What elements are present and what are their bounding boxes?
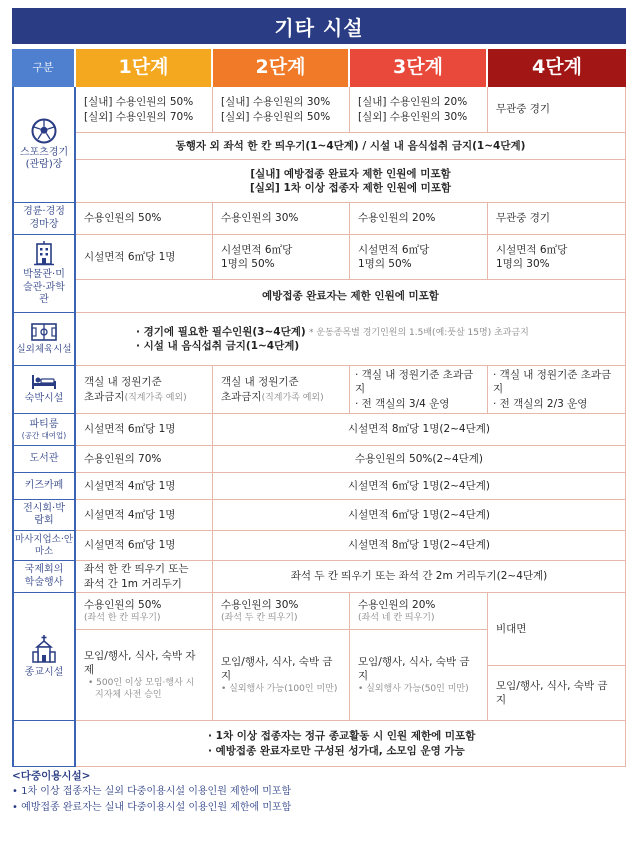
cell-line (84, 390, 187, 404)
cell-line: 1명의 50% (358, 258, 412, 270)
category-library (12, 446, 76, 473)
category-label: 스포츠경기(관람)장 (19, 146, 69, 170)
museum-stage-3 (350, 235, 488, 280)
category-conference (12, 561, 76, 593)
category-lodging (12, 366, 76, 414)
cell-note: • 500인 이상 모임·행사 시 (88, 678, 195, 689)
category-outdoor-sports (12, 313, 76, 366)
cell-line: 객실 내 정원기준 (84, 376, 162, 389)
category-label: 도서관 (29, 452, 59, 464)
header-category: 구분 (12, 49, 76, 87)
cell-text: 초과금지 (84, 390, 125, 403)
category-racing (12, 203, 76, 235)
cell-note: (좌석 두 칸 띄우기) (221, 613, 298, 624)
cell-line: 1명의 30% (496, 258, 550, 270)
lodging-stage-2 (213, 366, 350, 414)
cell-line: 시설면적 6㎡당 (358, 243, 430, 256)
cell-line: 1명의 50% (221, 258, 275, 270)
racing-stage-4: 무관중 경기 (488, 203, 626, 235)
cell-note: (좌석 한 칸 띄우기) (84, 613, 161, 624)
museum-building-icon (32, 240, 56, 266)
library-stage-2-4: 수용인원의 50%(2~4단계) (213, 446, 626, 473)
cell-line: 시설면적 6㎡당 (496, 243, 568, 256)
massage-stage-1: 시설면적 6㎡당 1명 (76, 531, 213, 561)
cell-line: · 객실 내 정원기준 초과금지 (355, 369, 474, 396)
header-stage-3: 3단계 (350, 49, 488, 87)
category-label: 키즈카페 (24, 479, 64, 491)
cell-line: 수용인원의 30% (221, 598, 299, 611)
cell-line: 수용인원의 50% (84, 598, 162, 611)
religion-events-stage-2 (213, 630, 350, 721)
cell-line: [실외] 수용인원의 50% (221, 110, 331, 123)
cell-line: 좌석 한 칸 띄우기 또는 (84, 563, 189, 576)
cell-line: · 전 객실의 3/4 운영 (355, 397, 450, 410)
cell-line (221, 390, 324, 404)
cell-note: 지자체 사전 승인 (95, 690, 162, 701)
sports-stage-4: 무관중 경기 (488, 87, 626, 133)
party-stage-2-4: 시설면적 8㎡당 1명(2~4단계) (213, 414, 626, 446)
exhibit-stage-2-4: 시설면적 6㎡당 1명(2~4단계) (213, 500, 626, 531)
category-exhibition (12, 500, 76, 531)
sports-rule: 동행자 외 좌석 한 칸 띄우기(1~4단계) / 시설 내 음식섭취 금지(1~4단계) (76, 133, 626, 160)
cell-line: 모임/행사, 식사, 숙박 금지 (221, 655, 333, 682)
party-stage-1: 시설면적 6㎡당 1명 (76, 414, 213, 446)
category-label: 숙박시설 (24, 392, 64, 404)
religion-rules (76, 721, 626, 767)
cell-note: (좌석 네 칸 띄우기) (358, 613, 435, 624)
cell-line: 모임/행사, 식사, 숙박 자제 (84, 649, 196, 676)
museum-stage-1: 시설면적 6㎡당 1명 (76, 235, 213, 280)
category-label: 마사지업소·안마소 (14, 533, 74, 557)
museum-stage-2 (213, 235, 350, 280)
lodging-stage-4 (488, 366, 626, 414)
category-massage (12, 531, 76, 561)
category-label: 전시회·박람회 (23, 502, 65, 526)
sports-field-icon (31, 323, 57, 341)
category-label: 파티룸 (29, 418, 59, 430)
category-label: 경륜·경정 경마장 (23, 206, 65, 230)
category-sports (12, 87, 76, 203)
racing-stage-2: 수용인원의 30% (213, 203, 350, 235)
cell-text: 초과금지 (221, 390, 262, 403)
outdoor-rule-1 (136, 325, 529, 339)
religion-rule-2: · 예방접종 완료자로만 구성된 성가대, 소모임 운영 가능 (208, 744, 465, 757)
cell-line: · 전 객실의 2/3 운영 (493, 397, 588, 410)
rule-note: * 운동종목별 경기인원의 1.5배(예:풋살 15명) 초과금지 (309, 327, 529, 338)
religion-capacity-stage-1 (76, 593, 213, 630)
religion-rule-1: · 1차 이상 접종자는 정규 종교활동 시 인원 제한에 미포함 (208, 730, 476, 743)
cell-line: 객실 내 정원기준 (221, 376, 299, 389)
header-stage-1: 1단계 (76, 49, 213, 87)
cell-line: 시설면적 6㎡당 (221, 243, 293, 256)
cell-line: [실내] 수용인원의 20% (358, 96, 468, 109)
religion-events-stage-4: 모임/행사, 식사, 숙박 금지 (488, 666, 626, 721)
kids-stage-2-4: 시설면적 6㎡당 1명(2~4단계) (213, 473, 626, 500)
cell-note: (직계가족 예외) (261, 392, 324, 403)
outdoor-rules (76, 313, 626, 366)
cell-line: 좌석 간 1m 거리두기 (84, 577, 182, 590)
category-label: 종교시설 (24, 666, 64, 678)
cell-line: [실내] 예방접종 완료자 제한 인원에 미포함 (250, 167, 451, 180)
cell-line: [실내] 수용인원의 50% (84, 96, 194, 109)
category-museum (12, 235, 76, 313)
exhibit-stage-1: 시설면적 4㎡당 1명 (76, 500, 213, 531)
category-religion (12, 593, 76, 721)
cell-line: [실외] 수용인원의 30% (358, 110, 468, 123)
soccer-ball-icon (31, 118, 57, 144)
cell-line: [실외] 1차 이상 접종자 제한 인원에 미포함 (249, 182, 452, 194)
religion-capacity-stage-2 (213, 593, 350, 630)
lodging-stage-1 (76, 366, 213, 414)
legend-item: • 1차 이상 접종자는 실외 다중이용시설 이용인원 제한에 미포함 (12, 786, 292, 798)
sports-stage-2 (213, 87, 350, 133)
header-stage-4: 4단계 (488, 49, 626, 87)
lodging-stage-3 (350, 366, 488, 414)
museum-rule: 예방접종 완료자는 제한 인원에 미포함 (76, 280, 626, 313)
category-sublabel: (공간 대여업) (21, 431, 67, 441)
sports-stage-3 (350, 87, 488, 133)
header-stage-2: 2단계 (213, 49, 350, 87)
category-kids-cafe (12, 473, 76, 500)
rule-text: · 경기에 필요한 필수인원(3~4단계) (136, 325, 306, 338)
cell-note: • 실외행사 가능(100인 미만) (221, 684, 338, 695)
kids-stage-1: 시설면적 4㎡당 1명 (76, 473, 213, 500)
legend-item: • 예방접종 완료자는 실내 다중이용시설 이용인원 제한에 미포함 (12, 801, 292, 813)
legend-heading: <다중이용시설> (12, 770, 91, 782)
sports-vaccine-rule (76, 160, 626, 203)
bed-icon (31, 374, 57, 390)
category-label: 국제회의 학술행사 (24, 564, 64, 588)
library-stage-1: 수용인원의 70% (76, 446, 213, 473)
racing-stage-3: 수용인원의 20% (350, 203, 488, 235)
regulation-table (12, 49, 626, 767)
religion-events-stage-3 (350, 630, 488, 721)
religion-events-stage-1 (76, 630, 213, 721)
massage-stage-2-4: 시설면적 8㎡당 1명(2~4단계) (213, 531, 626, 561)
category-religion-cont (12, 721, 76, 767)
cell-note: (직계가족 예외) (124, 392, 187, 403)
racing-stage-1: 수용인원의 50% (76, 203, 213, 235)
cell-line: 수용인원의 20% (358, 598, 436, 611)
cell-note: • 실외행사 가능(50인 미만) (358, 684, 469, 695)
page-title: 기타 시설 (12, 8, 626, 44)
conference-stage-2-4: 좌석 두 칸 띄우기 또는 좌석 간 2m 거리두기(2~4단계) (213, 561, 626, 593)
religion-capacity-stage-3 (350, 593, 488, 630)
cell-line: · 객실 내 정원기준 초과금지 (493, 369, 612, 396)
conference-stage-1 (76, 561, 213, 593)
cell-line: [실내] 수용인원의 30% (221, 96, 331, 109)
category-label: 실외체육시설 (16, 343, 72, 355)
church-icon (31, 634, 57, 664)
museum-stage-4 (488, 235, 626, 280)
cell-line: [실외] 수용인원의 70% (84, 110, 194, 123)
religion-capacity-stage-4: 비대면 (488, 593, 626, 666)
category-party-room (12, 414, 76, 446)
cell-line: 모임/행사, 식사, 숙박 금지 (358, 655, 470, 682)
category-label: 박물관·미술관·과학관 (23, 269, 65, 306)
outdoor-rule-2: · 시설 내 음식섭취 금지(1~4단계) (136, 340, 300, 352)
legend (12, 768, 291, 815)
sports-stage-1 (76, 87, 213, 133)
